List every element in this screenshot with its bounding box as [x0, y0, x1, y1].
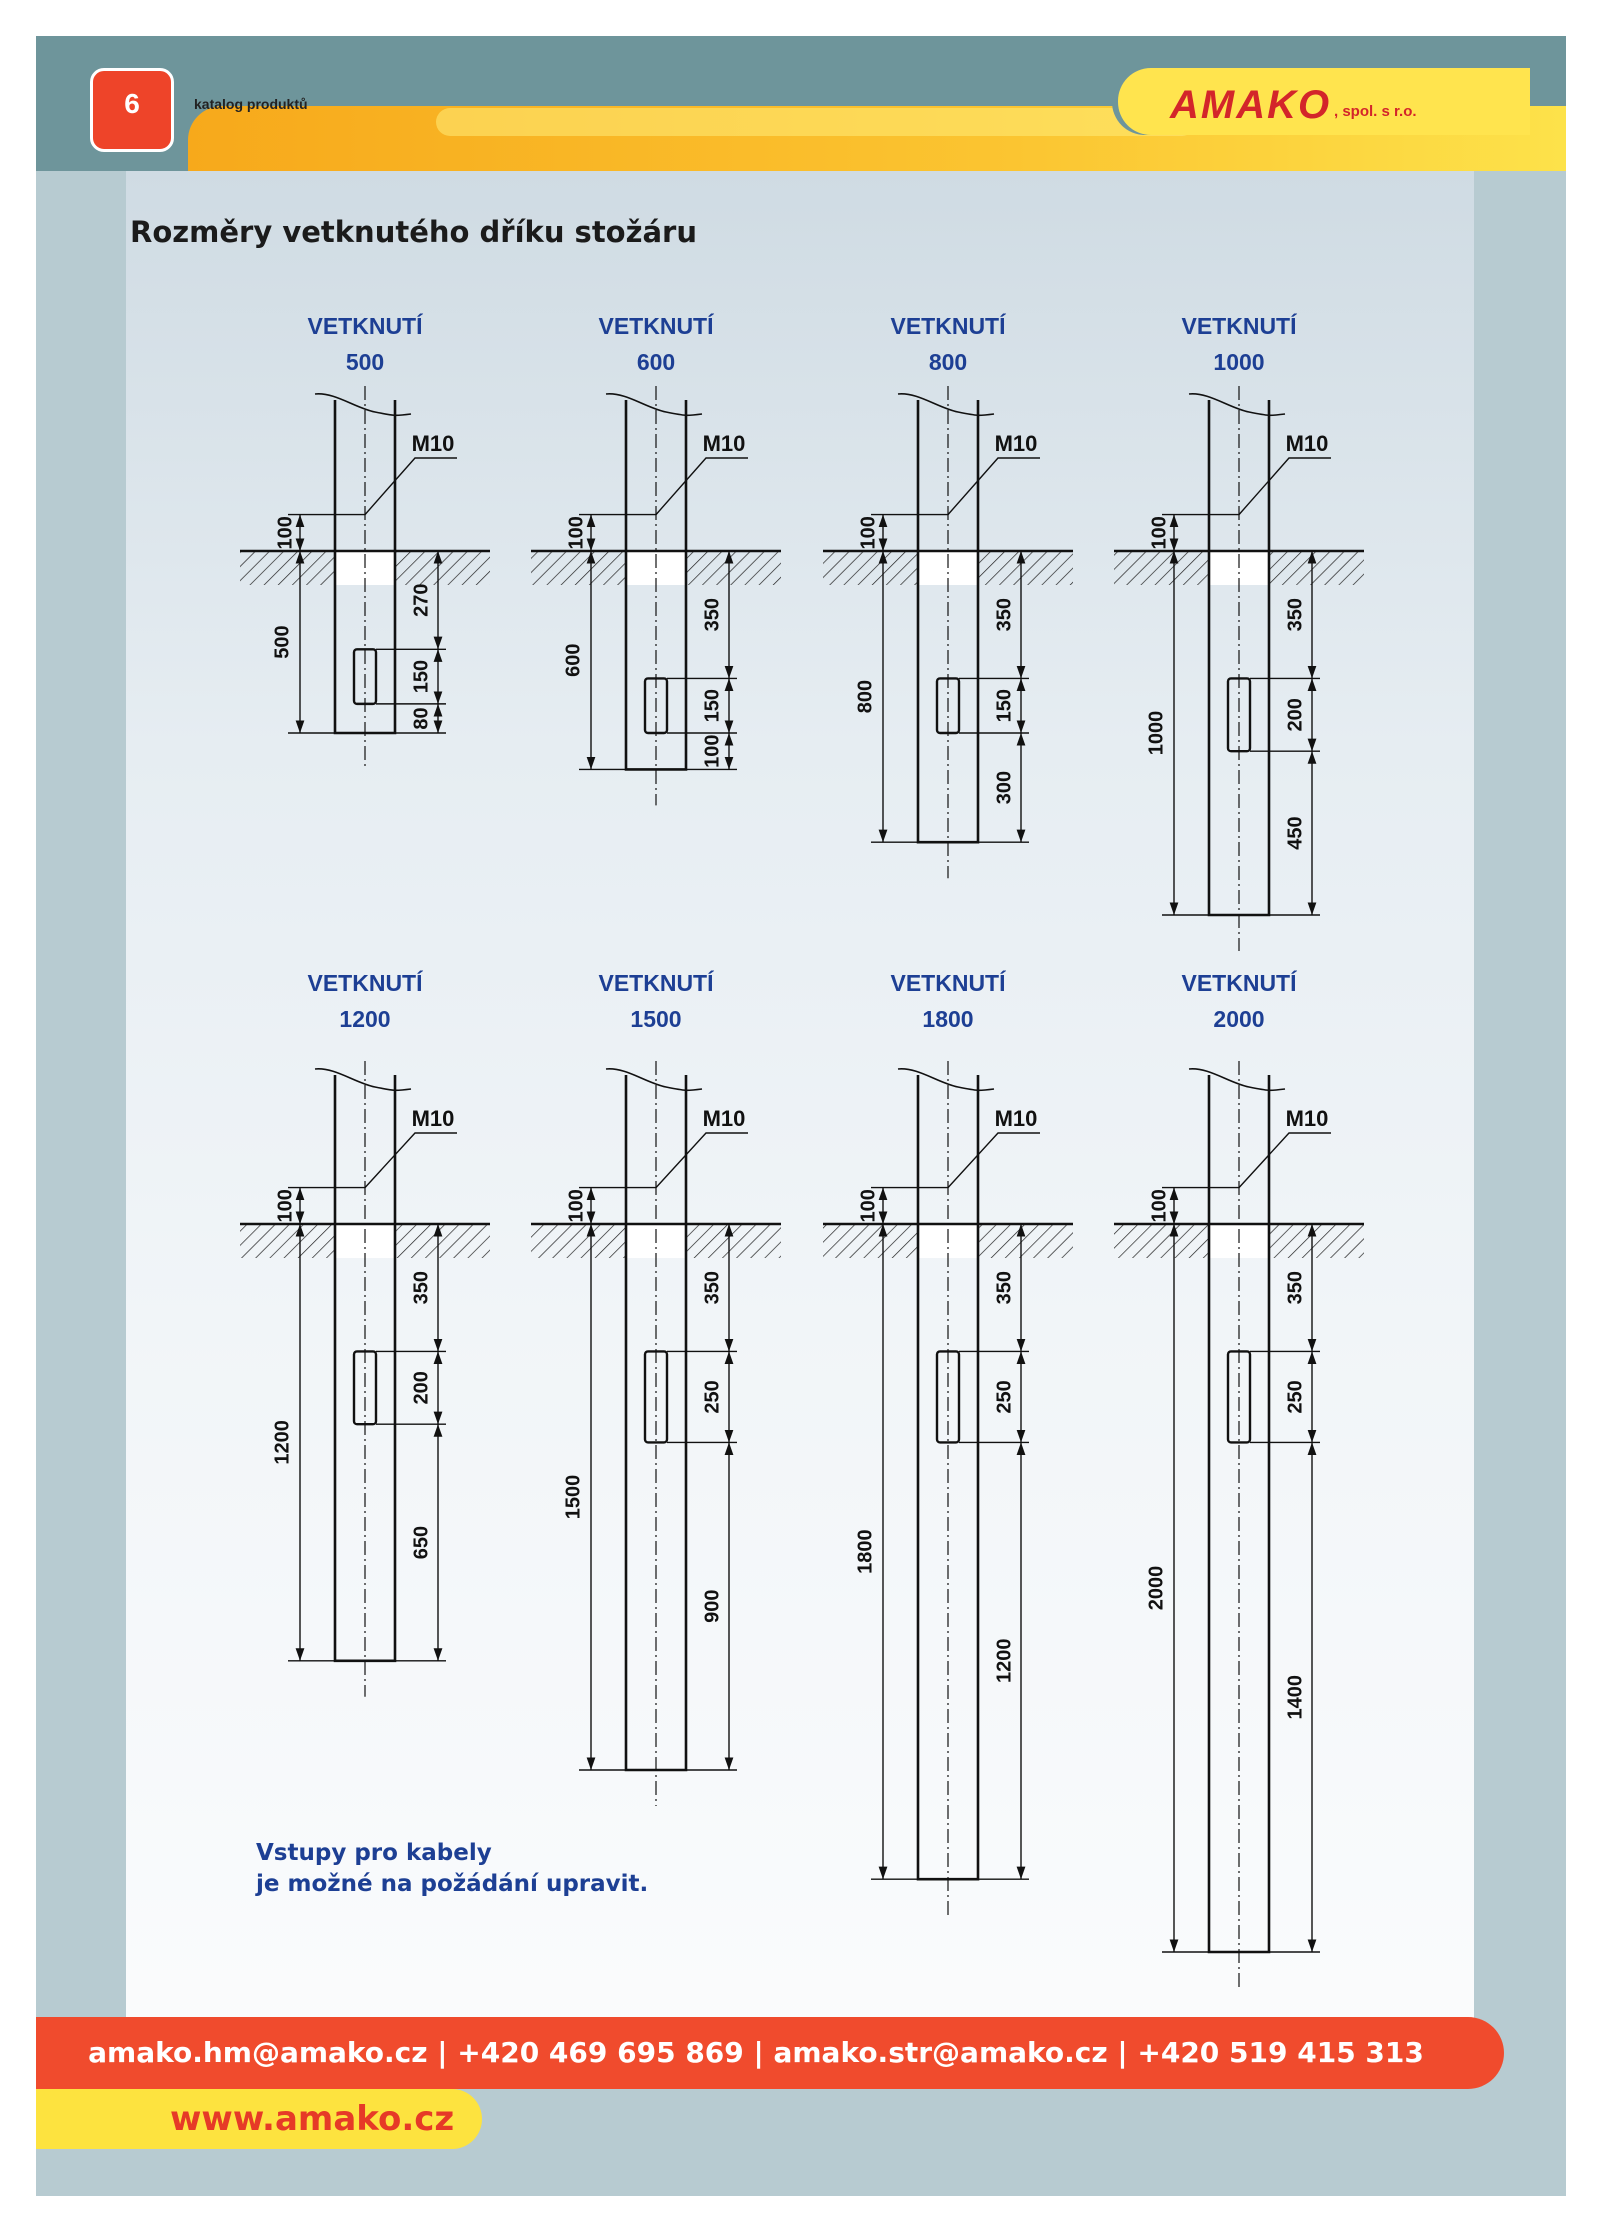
dim-below-opening-label: 1200	[993, 1638, 1016, 1684]
dim-below-opening-label: 80	[410, 707, 433, 730]
diagram-500	[240, 312, 490, 769]
bolt-label: M10	[702, 1105, 746, 1131]
break-line	[898, 394, 994, 415]
diagram-heading-word: VETKNUTÍ	[307, 970, 423, 997]
bolt-leader	[656, 458, 748, 515]
dim-above-ground-label: 100	[274, 1189, 297, 1223]
diagram-heading-depth: 1000	[1213, 349, 1265, 376]
bolt-leader	[365, 1133, 457, 1188]
dim-to-opening-label: 350	[701, 598, 724, 632]
diagram-600	[531, 312, 781, 805]
dim-depth-label: 500	[271, 625, 294, 659]
bolt-label: M10	[1285, 430, 1329, 456]
dim-above-ground-label: 100	[1148, 516, 1171, 550]
dim-depth-label: 1800	[854, 1529, 877, 1574]
bolt-label: M10	[1285, 1105, 1329, 1131]
break-line	[606, 394, 702, 415]
dim-depth-label: 800	[854, 679, 877, 714]
dim-below-opening-label: 300	[993, 770, 1016, 805]
diagram-heading-word: VETKNUTÍ	[890, 313, 1006, 340]
diagram-1500	[531, 969, 781, 1806]
page-title: Rozměry vetknutého dříku stožáru	[130, 215, 698, 249]
dim-opening-label: 150	[701, 689, 724, 723]
dim-opening-label: 150	[993, 689, 1016, 723]
dim-opening-label: 200	[410, 1371, 433, 1405]
cable-entry-note	[256, 1838, 648, 1900]
diagram-2000	[1114, 969, 1364, 1988]
website-link[interactable]: www.amako.cz	[170, 2099, 455, 2139]
diagram-heading-depth: 2000	[1213, 1006, 1265, 1033]
catalog-label: katalog produktů	[194, 96, 308, 112]
amako-logo: AMAKO	[1170, 83, 1332, 127]
bolt-leader	[948, 1133, 1040, 1188]
dim-to-opening-label: 350	[1284, 1271, 1307, 1305]
dim-to-opening-label: 270	[410, 583, 433, 617]
diagram-1200	[240, 969, 490, 1697]
dim-depth-label: 1000	[1145, 710, 1168, 756]
diagram-heading-depth: 800	[928, 349, 968, 376]
dim-to-opening-label: 350	[410, 1271, 433, 1305]
dim-below-opening-label: 900	[701, 1589, 724, 1623]
dim-to-opening-label: 350	[993, 1271, 1016, 1305]
diagram-heading-depth: 1500	[630, 1006, 682, 1033]
logo-suffix: , spol. s r.o.	[1334, 103, 1417, 120]
diagram-1800	[823, 969, 1073, 1915]
break-line	[315, 394, 411, 415]
dim-above-ground-label: 100	[565, 1189, 588, 1223]
diagram-1000	[1114, 312, 1364, 951]
dim-above-ground-label: 100	[1148, 1189, 1171, 1223]
note-line-1: Vstupy pro kabely	[256, 1840, 492, 1866]
dim-above-ground-label: 100	[274, 516, 297, 550]
break-line	[1189, 1069, 1285, 1090]
dim-above-ground-label: 100	[857, 516, 880, 550]
dim-below-opening-label: 100	[701, 734, 724, 768]
dim-to-opening-label: 350	[993, 598, 1016, 632]
bolt-label: M10	[411, 430, 455, 456]
dim-depth-label: 1500	[562, 1474, 585, 1520]
diagram-heading-word: VETKNUTÍ	[1181, 313, 1297, 340]
diagram-800	[823, 312, 1073, 878]
diagram-heading-depth: 1800	[922, 1006, 974, 1033]
bolt-leader	[656, 1133, 748, 1188]
page-number: 6	[124, 88, 140, 119]
dim-above-ground-label: 100	[857, 1189, 880, 1223]
bolt-leader	[365, 458, 457, 515]
bolt-label: M10	[411, 1105, 455, 1131]
note-line-2: je možné na požádání upravit.	[256, 1871, 649, 1897]
dim-depth-label: 2000	[1145, 1565, 1168, 1611]
diagram-heading-depth: 1200	[339, 1006, 391, 1033]
dim-below-opening-label: 450	[1284, 816, 1307, 850]
diagram-heading-word: VETKNUTÍ	[1181, 970, 1297, 997]
footer-contacts: amako.hm@amako.cz | +420 469 695 869 | amako.str@amako.cz | +420 519 415 313	[88, 2036, 1424, 2069]
break-line	[1189, 394, 1285, 415]
break-line	[606, 1069, 702, 1090]
dim-to-opening-label: 350	[1284, 598, 1307, 632]
dim-opening-label: 250	[1284, 1380, 1307, 1414]
bolt-label: M10	[702, 430, 746, 456]
dim-opening-label: 150	[410, 659, 433, 694]
dim-below-opening-label: 1400	[1284, 1674, 1307, 1720]
diagram-heading-word: VETKNUTÍ	[598, 313, 714, 340]
diagram-heading-word: VETKNUTÍ	[598, 970, 714, 997]
diagram-heading-word: VETKNUTÍ	[307, 313, 423, 340]
break-line	[898, 1069, 994, 1090]
diagram-heading-depth: 600	[636, 349, 676, 376]
dim-opening-label: 200	[1284, 698, 1307, 732]
break-line	[315, 1069, 411, 1090]
bolt-label: M10	[994, 1105, 1038, 1131]
dim-to-opening-label: 350	[701, 1271, 724, 1305]
dim-depth-label: 600	[562, 643, 585, 677]
dim-below-opening-label: 650	[410, 1525, 433, 1560]
bolt-leader	[1239, 1133, 1331, 1188]
dim-depth-label: 1200	[271, 1420, 294, 1465]
dim-opening-label: 250	[701, 1380, 724, 1414]
diagram-heading-depth: 500	[345, 349, 385, 376]
bolt-label: M10	[994, 430, 1038, 456]
dim-opening-label: 250	[993, 1380, 1016, 1414]
dim-above-ground-label: 100	[565, 516, 588, 550]
bolt-leader	[1239, 458, 1331, 515]
bolt-leader	[948, 458, 1040, 515]
diagram-heading-word: VETKNUTÍ	[890, 970, 1006, 997]
